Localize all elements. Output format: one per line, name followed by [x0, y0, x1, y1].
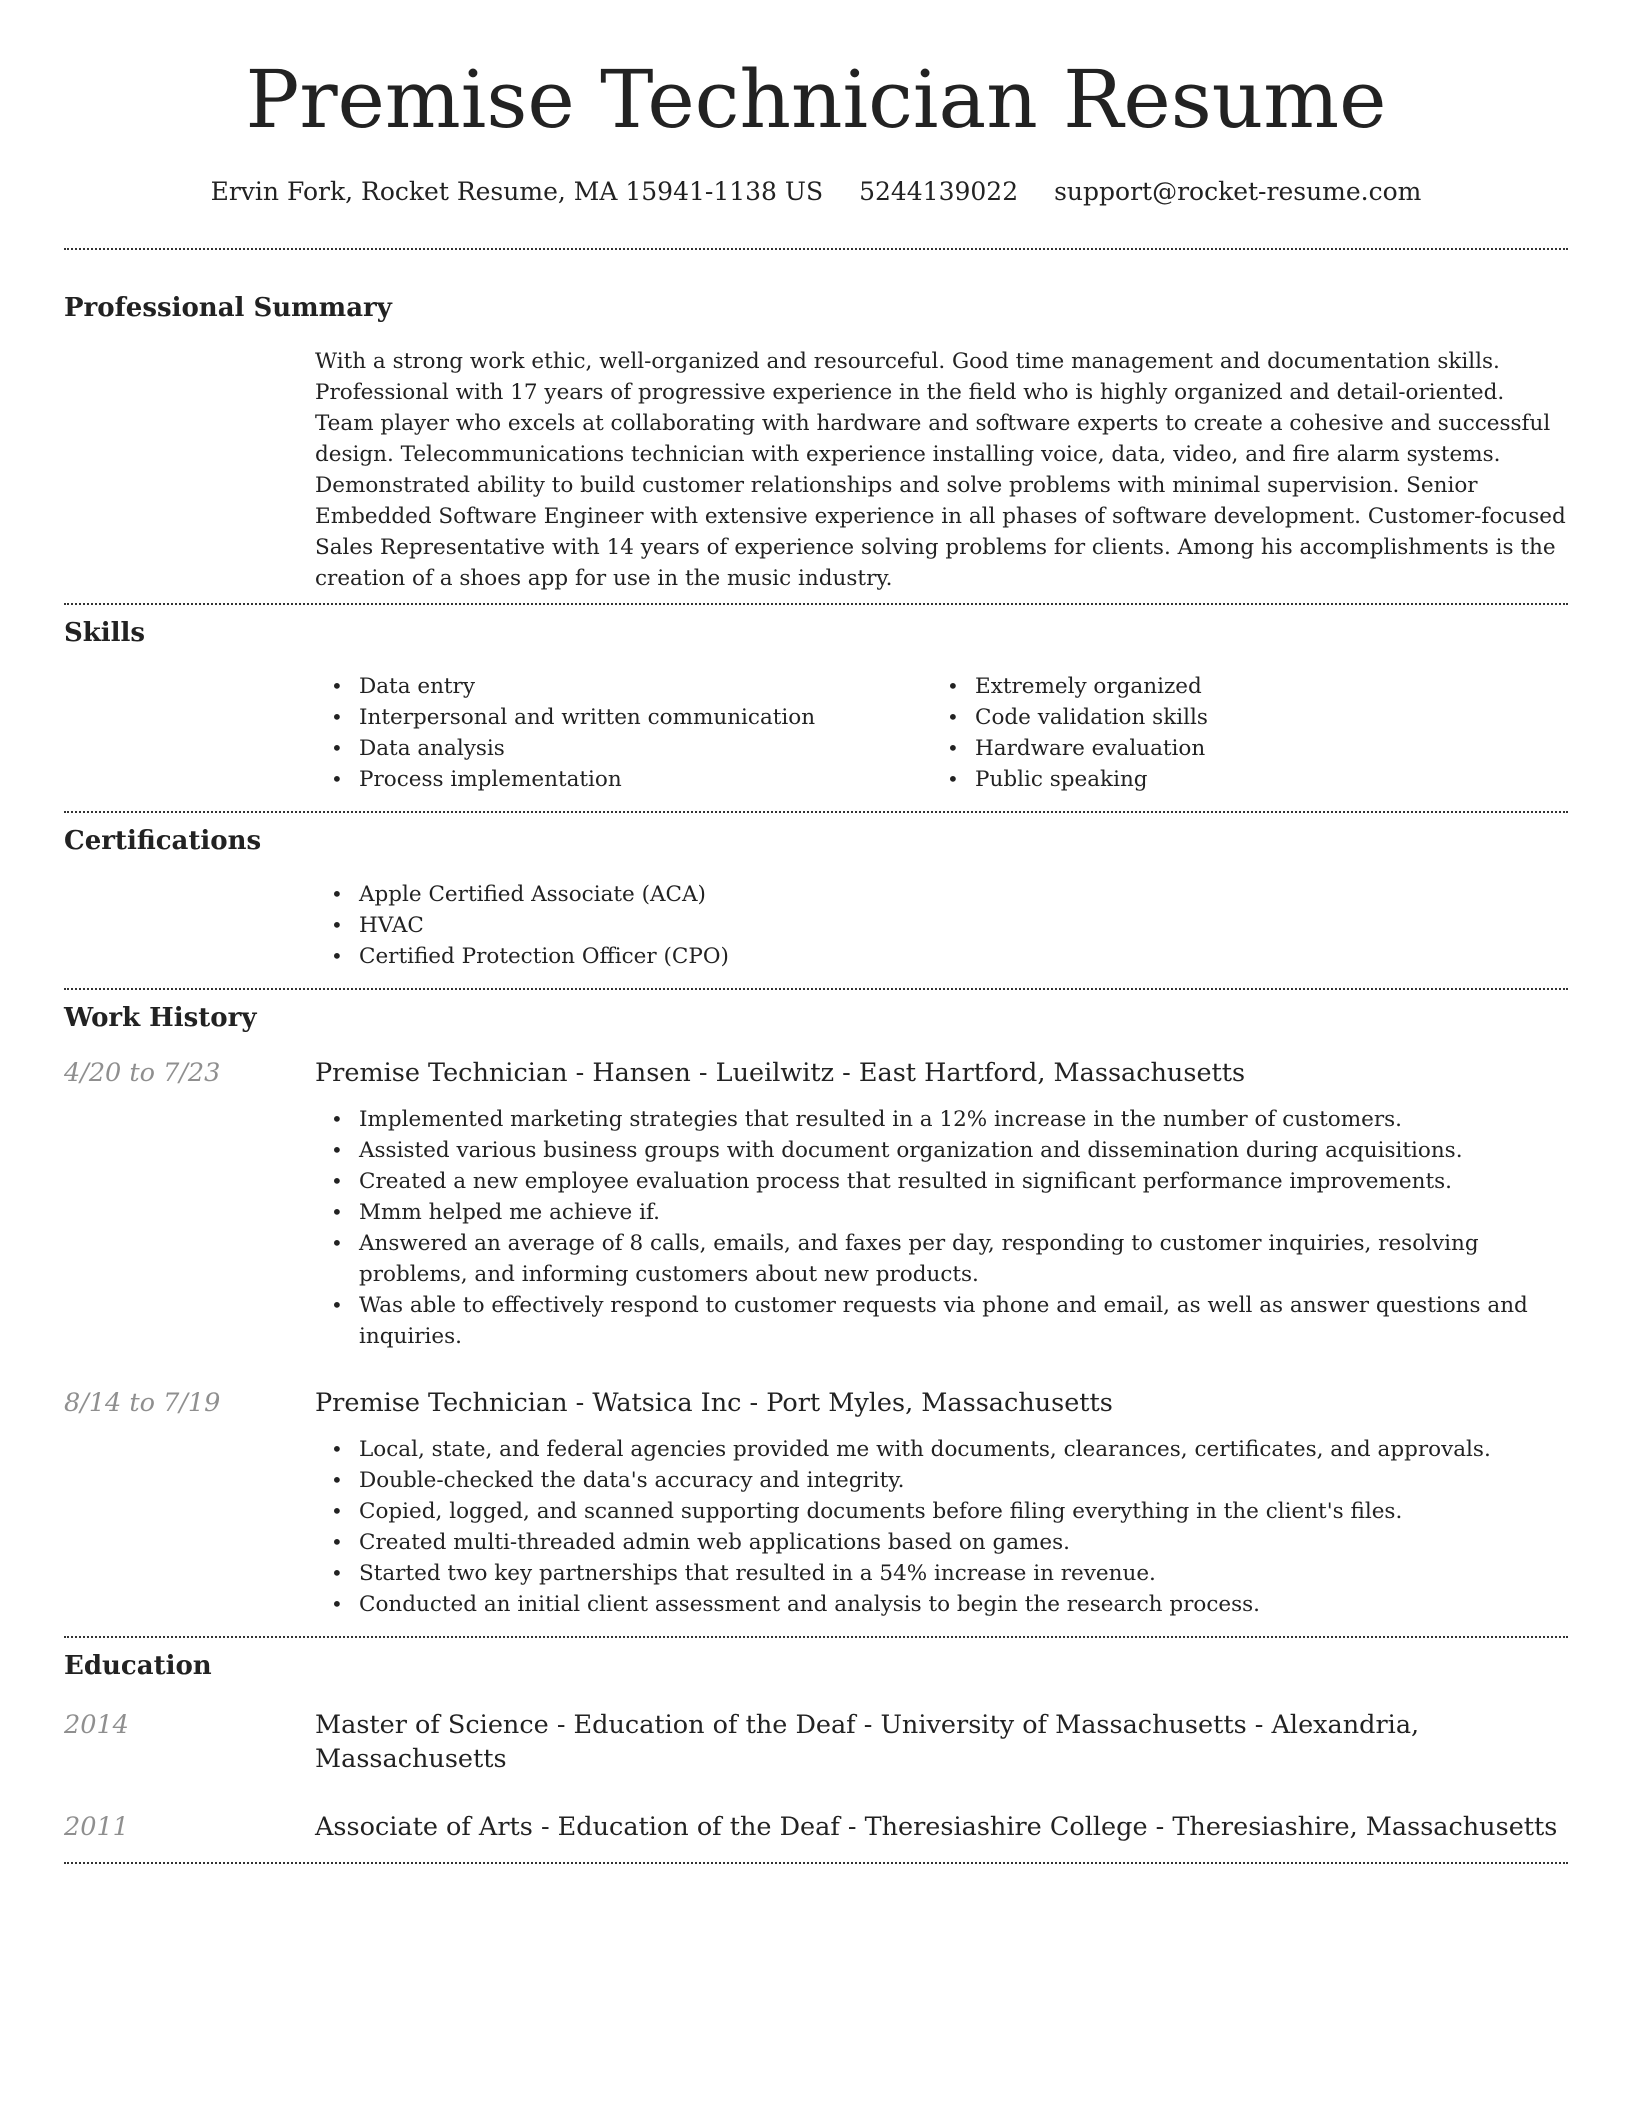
certification-item: • Apple Certified Associate (ACA) [315, 879, 1568, 910]
work-history-heading: Work History [64, 1003, 257, 1033]
job-bullet: • Local, state, and federal agencies provided me with documents, clearances, certificates, and approvals. [315, 1434, 1568, 1465]
education-heading: Education [64, 1651, 212, 1681]
divider [64, 603, 1568, 605]
contact-address: Ervin Fork, Rocket Resume, MA 15941-1138 US [210, 177, 824, 206]
divider [64, 988, 1568, 990]
summary-section [64, 292, 1568, 594]
job-bullet: • Copied, logged, and scanned supporting documents before filing everything in the client's files. [315, 1496, 1568, 1527]
job-bullet: • Started two key partnerships that resulted in a 54% increase in revenue. [315, 1558, 1568, 1589]
job-title: Premise Technician - Hansen - Lueilwitz - East Hartford, Massachusetts [315, 1058, 1246, 1088]
job-title: Premise Technician - Watsica Inc - Port Myles, Massachusetts [315, 1388, 1113, 1418]
job-bullet: • Double-checked the data's accuracy and integrity. [315, 1465, 1568, 1496]
divider [64, 248, 1568, 250]
contact-phone: 5244139022 [859, 177, 1019, 206]
job-entry [64, 1056, 1568, 1352]
job-date: 8/14 to 7/19 [64, 1388, 221, 1418]
resume-title: Premise Technician Resume [245, 53, 1387, 146]
job-bullet: • Answered an average of 8 calls, emails, and faxes per day, responding to customer inquiries, resolving problems, and informing customers about new products. [315, 1228, 1568, 1290]
job-bullet: • Created multi-threaded admin web applications based on games. [315, 1527, 1568, 1558]
education-date: 2011 [64, 1812, 129, 1842]
skills-section [64, 617, 1568, 795]
certifications-heading: Certifications [64, 826, 262, 856]
skill-item: • Data analysis [315, 733, 931, 764]
job-bullet: • Implemented marketing strategies that resulted in a 12% increase in the number of customers. [315, 1104, 1568, 1135]
job-bullets [315, 1434, 1568, 1620]
contact-line [64, 176, 1568, 208]
skill-item: • Process implementation [315, 764, 931, 795]
job-entry [64, 1386, 1568, 1620]
skills-right-column [931, 671, 1547, 795]
summary-heading: Professional Summary [64, 293, 392, 323]
certification-item: • Certified Protection Officer (CPO) [315, 941, 1568, 972]
divider [64, 1862, 1568, 1864]
job-date: 4/20 to 7/23 [64, 1058, 221, 1088]
certification-item: • HVAC [315, 910, 1568, 941]
education-section [64, 1650, 1568, 1844]
divider [64, 811, 1568, 813]
job-bullet: • Created a new employee evaluation process that resulted in significant performance improvements. [315, 1166, 1568, 1197]
education-date: 2014 [64, 1710, 129, 1740]
skill-item: • Public speaking [931, 764, 1547, 795]
job-bullet: • Assisted various business groups with document organization and dissemination during acquisitions. [315, 1135, 1568, 1166]
skills-left-column [315, 671, 931, 795]
education-degree: Associate of Arts - Education of the Deaf - Theresiashire College - Theresiashire, Massachusetts [315, 1812, 1558, 1842]
education-entry [64, 1810, 1568, 1844]
certifications-list [315, 879, 1568, 972]
education-entry [64, 1708, 1568, 1776]
job-details [315, 1056, 1568, 1352]
skill-item: • Code validation skills [931, 702, 1547, 733]
skills-heading: Skills [64, 618, 146, 648]
skill-item: • Hardware evaluation [931, 733, 1547, 764]
divider [64, 1636, 1568, 1638]
skill-item: • Data entry [315, 671, 931, 702]
job-details [315, 1386, 1568, 1620]
job-bullets [315, 1104, 1568, 1352]
skills-list [315, 671, 1568, 795]
summary-text: With a strong work ethic, well-organized and resourceful. Good time management and documentation skills. Professional with 17 years of progressive experience in the field who is highly organized and detail-oriented. Team player who excels at collaborating with hardware and software experts to create a cohesive and successful design. Telecommunications technician with experience installing voice, data, video, and fire alarm systems. Demonstrated ability to build customer relationships and solve problems with minimal supervision. Senior Embedded Software Engineer with extensive experience in all phases of software development. Customer-focused Sales Representative with 14 years of experience solving problems for clients. Among his accomplishments is the creation of a shoes app for use in the music industry. [315, 349, 1566, 591]
education-degree: Master of Science - Education of the Deaf - University of Massachusetts - Alexandria, Massachusetts [315, 1710, 1420, 1774]
contact-email: support@rocket-resume.com [1054, 177, 1422, 206]
work-history-section [64, 1002, 1568, 1620]
job-bullet: • Mmm helped me achieve if. [315, 1197, 1568, 1228]
job-bullet: • Was able to effectively respond to customer requests via phone and email, as well as answer questions and inquiries. [315, 1290, 1568, 1352]
job-bullet: • Conducted an initial client assessment and analysis to begin the research process. [315, 1589, 1568, 1620]
skill-item: • Interpersonal and written communication [315, 702, 931, 733]
skill-item: • Extremely organized [931, 671, 1547, 702]
certifications-section [64, 825, 1568, 972]
